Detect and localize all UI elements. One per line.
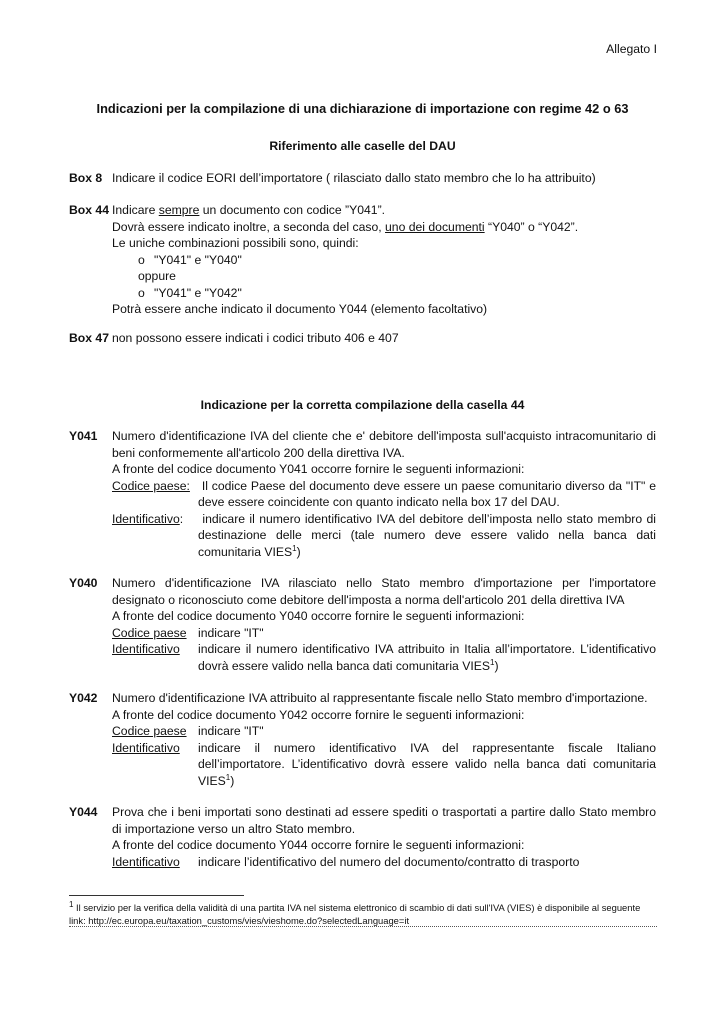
section-heading-dau: Riferimento alle caselle del DAU bbox=[269, 139, 456, 153]
text-span: Indicare bbox=[112, 203, 159, 217]
bullet-icon: o bbox=[138, 252, 145, 267]
field-label: Identificativo bbox=[112, 740, 180, 755]
field-text: indicare il numero identificativo IVA attribuito in Italia all’importatore. L’identificativo dovrà essere valido nella banca dati comunitaria VIES bbox=[198, 642, 656, 673]
box8-key: Box 8 bbox=[69, 171, 103, 185]
y044-description: Prova che i beni importati sono destinati ad essere spediti o trasportati a partire dallo Stato membro di importazione verso un altro Stato membro. bbox=[112, 805, 656, 836]
footnote-ref: 1 bbox=[225, 772, 231, 782]
option-text: "Y041" e "Y042" bbox=[154, 285, 242, 300]
field-label: Identificativo bbox=[112, 854, 180, 869]
text-span: “Y040” o “Y042”. bbox=[484, 219, 579, 234]
field-text: indicare "IT" bbox=[198, 724, 264, 738]
field-colon: : bbox=[179, 511, 184, 526]
footnote-text: Il servizio per la verifica della validità di una partita IVA nel sistema elettronico di scambio di dati sull'IVA (VIES) è disponibile al seguente link: http://ec.europa.eu/taxation_customs/vies/vieshome.do?selectedLanguage=it bbox=[69, 902, 641, 926]
section-heading-casella44: Indicazione per la corretta compilazione della casella 44 bbox=[200, 398, 525, 412]
field-text: indicare l’identificativo del numero del documento/contratto di trasporto bbox=[198, 854, 580, 869]
text-span: ) bbox=[296, 544, 301, 559]
y040-intro: A fronte del codice documento Y040 occorre fornire le seguenti informazioni: bbox=[112, 609, 525, 623]
field-text: Il codice Paese del documento deve essere un paese comunitario diverso da "IT" e deve essere coincidente con quanto indicato nella box 17 del DAU. bbox=[198, 478, 656, 509]
footnote-mark: 1 bbox=[69, 899, 74, 909]
text-span: ) bbox=[230, 773, 235, 788]
document-title: Indicazioni per la compilazione di una dichiarazione di importazione con regime 42 o 63 bbox=[96, 101, 629, 116]
box8-text: Indicare il codice EORI dell’importatore ( rilasciato dallo stato membro che lo ha attribuito) bbox=[112, 171, 596, 185]
field-label: Identificativo bbox=[112, 511, 180, 526]
underlined-sempre: sempre bbox=[158, 203, 200, 217]
box44-option1 bbox=[112, 252, 656, 269]
box47-text: non possono essere indicati i codici tributo 406 e 407 bbox=[112, 331, 399, 345]
field-text: indicare il numero identificativo IVA del rappresentante fiscale Italiano dell’importatore. L’identificativo dovrà essere valido nella banca dati comunitaria VIES bbox=[198, 740, 656, 788]
y040-field-identifier bbox=[112, 641, 656, 674]
box44-line1 bbox=[112, 202, 656, 219]
field-label: Codice paese bbox=[112, 724, 187, 738]
y041-field-country bbox=[112, 478, 656, 511]
y041-intro: A fronte del codice documento Y041 occorre fornire le seguenti informazioni: bbox=[112, 462, 525, 476]
y042-field-country bbox=[112, 723, 656, 740]
y040-field-country bbox=[112, 625, 656, 642]
field-text: indicare il numero identificativo IVA del debitore dell’imposta nello stato membro di destinazione delle merci (tale numero deve essere valido nella banca dati comunitaria VIES bbox=[198, 511, 656, 559]
text-span: ) bbox=[494, 658, 499, 673]
field-label-wrap bbox=[112, 511, 198, 528]
footnote-divider bbox=[69, 895, 244, 896]
box44-text bbox=[112, 202, 656, 318]
y042-key: Y042 bbox=[69, 691, 98, 705]
field-label: Identificativo bbox=[112, 642, 180, 656]
y042-description: Numero d'identificazione IVA attribuito al rappresentante fiscale nello Stato membro d'importazione. bbox=[112, 691, 648, 705]
footnote-dotted-rule bbox=[69, 926, 657, 927]
box44-key: Box 44 bbox=[69, 203, 109, 217]
bullet-icon: o bbox=[138, 285, 145, 300]
y042-block bbox=[112, 690, 656, 789]
box44-oppure: oppure bbox=[138, 269, 176, 283]
box44-line4: Potrà essere anche indicato il documento Y044 (elemento facoltativo) bbox=[112, 302, 488, 316]
box44-line3: Le uniche combinazioni possibili sono, quindi: bbox=[112, 236, 359, 250]
y041-key: Y041 bbox=[69, 429, 98, 443]
option-text: "Y041" e "Y040" bbox=[154, 252, 242, 267]
text-span: Dovrà essere indicato inoltre, a seconda del caso, bbox=[112, 219, 386, 234]
underlined-uno-dei-documenti: uno dei documenti bbox=[385, 219, 485, 234]
y041-field-identifier bbox=[112, 511, 656, 561]
annex-label: Allegato I bbox=[606, 42, 657, 56]
field-label: Codice paese bbox=[112, 625, 187, 640]
y040-key: Y040 bbox=[69, 576, 98, 590]
box44-line2 bbox=[112, 219, 656, 236]
box44-option2 bbox=[112, 285, 656, 302]
y040-description: Numero d'identificazione IVA rilasciato nello Stato membro d'importazione per l'importatore designato o riconosciuto come debitore dell'imposta a norma dell'articolo 201 della direttiva IVA bbox=[112, 576, 656, 607]
box47-key: Box 47 bbox=[69, 331, 109, 345]
y042-intro: A fronte del codice documento Y042 occorre fornire le seguenti informazioni: bbox=[112, 707, 525, 722]
y044-intro: A fronte del codice documento Y044 occorre fornire le seguenti informazioni: bbox=[112, 838, 525, 852]
y040-block bbox=[112, 575, 656, 674]
field-label: Codice paese: bbox=[112, 478, 190, 493]
y044-field-identifier bbox=[112, 854, 656, 871]
footnote bbox=[69, 899, 657, 927]
y041-description: Numero d'identificazione IVA del cliente che e' debitore dell'imposta sull'acquisto intracomunitario di beni conformemente all'articolo 200 della direttiva IVA. bbox=[112, 429, 656, 460]
y042-field-identifier bbox=[112, 740, 656, 790]
footnote-ref: 1 bbox=[292, 543, 297, 553]
footnote-ref: 1 bbox=[490, 657, 495, 667]
y044-key: Y044 bbox=[69, 805, 98, 819]
field-text: indicare "IT" bbox=[198, 625, 264, 640]
y044-block bbox=[112, 804, 656, 870]
text-span: un documento con codice ”Y041”. bbox=[199, 203, 386, 217]
y041-block bbox=[112, 428, 656, 560]
